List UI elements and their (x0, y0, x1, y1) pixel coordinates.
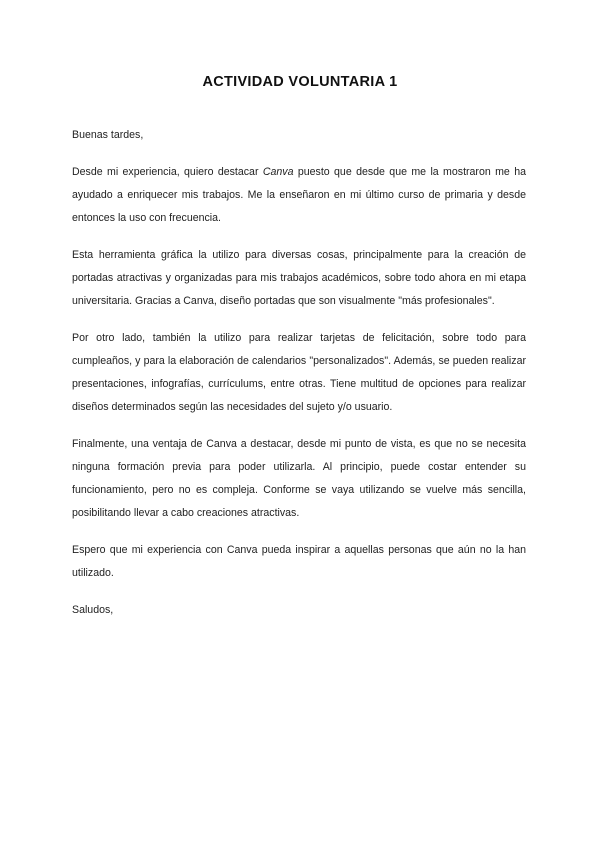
paragraph-hope: Espero que mi experiencia con Canva pueda inspirar a aquellas personas que aún no la han utilizado. (72, 544, 526, 579)
canva-emphasis: Canva (262, 166, 294, 178)
paragraph-experience-end: puesto que desde que me la mostraron me ha ayudado a enriquecer mis trabajos. Me la enseñaron en mi último curso de primaria y desde entonces la uso con frecuencia. (72, 166, 526, 224)
greeting: Buenas tardes, (72, 129, 144, 141)
paragraph-other-uses: Por otro lado, también la utilizo para realizar tarjetas de felicitación, sobre todo para cumpleaños, y para la elaboración de calendarios "personalizados". Además, se pueden realizar presentaciones, infografías, currículums, entre otras. Tiene multitud de opciones para realizar diseños determinados según las necesidades del sujeto y/o usuario. (72, 332, 526, 413)
paragraph-experience (72, 161, 526, 230)
document-title: ACTIVIDAD VOLUNTARIA 1 (202, 74, 398, 90)
paragraph-advantages: Finalmente, una ventaja de Canva a destacar, desde mi punto de vista, es que no se necesita ninguna formación previa para poder utilizarla. Al principio, puede costar entender su funcionamiento, pero no es compleja. Conforme se vaya utilizando se vuelve más sencilla, posibilitando llevar a cabo creaciones atractivas. (72, 438, 526, 519)
closing: Saludos, (72, 604, 114, 616)
paragraph-experience-start: Desde mi experiencia, quiero destacar (72, 166, 263, 178)
paragraph-uses: Esta herramienta gráfica la utilizo para diversas cosas, principalmente para la creación de portadas atractivas y organizadas para mis trabajos académicos, sobre todo ahora en mi etapa universitaria. Gracias a Canva, diseño portadas que son visualmente "más profesionales". (72, 249, 526, 307)
document-body (72, 124, 526, 636)
